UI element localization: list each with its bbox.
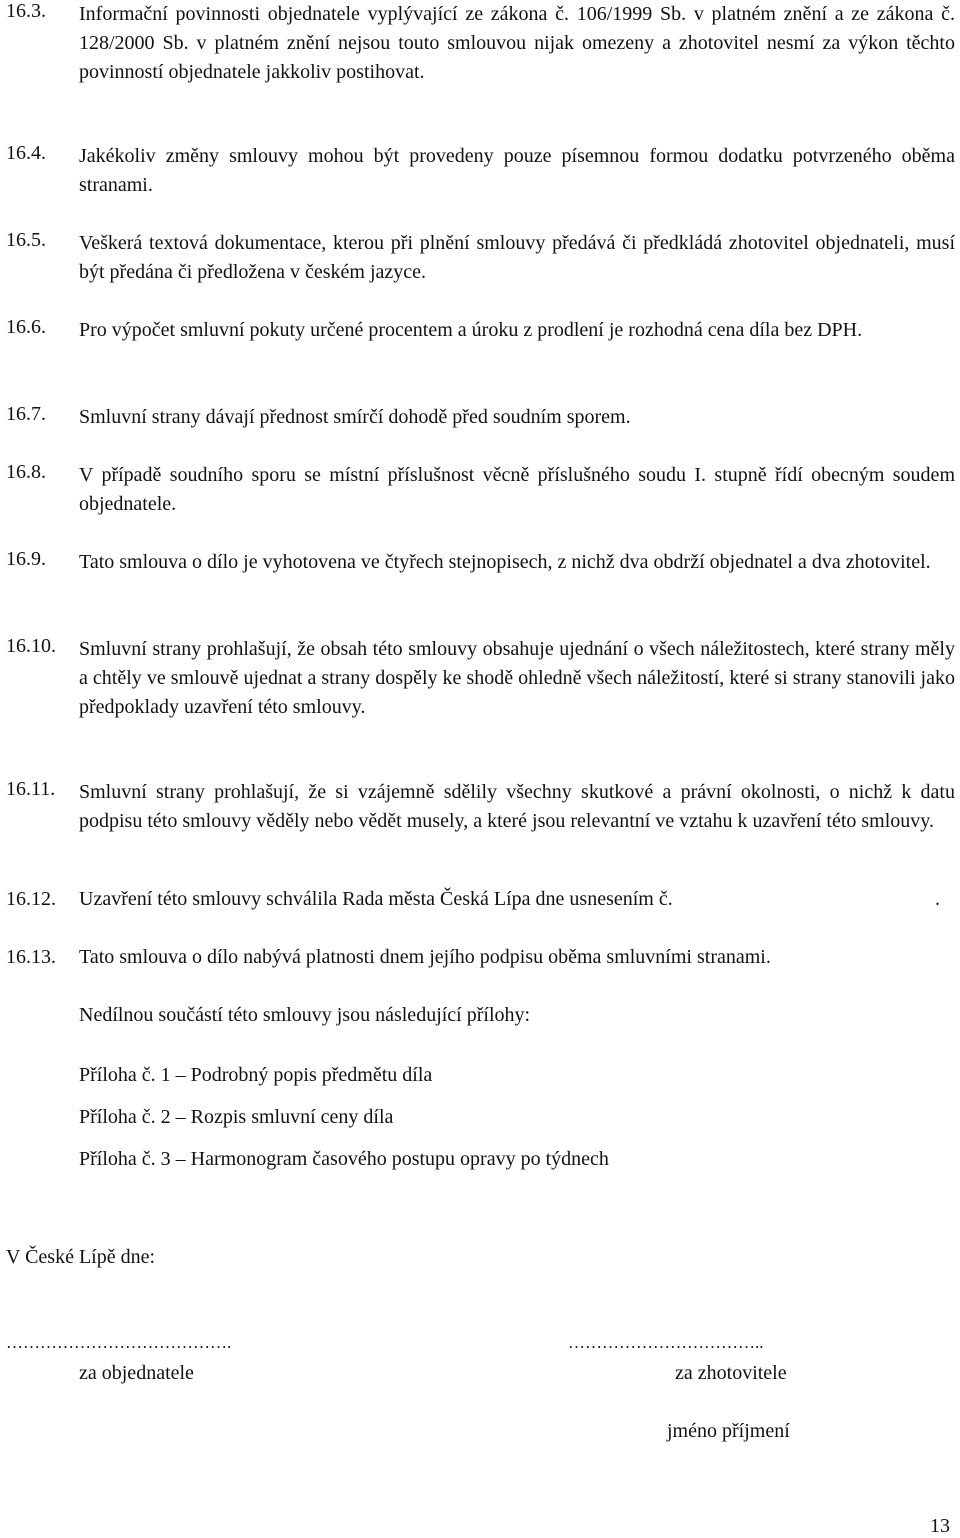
clause-text: Pro výpočet smluvní pokuty určené procentem a úroku z prodlení je rozhodná cena díla bez DPH.: [79, 319, 863, 341]
clause-number: 16.13.: [6, 946, 56, 968]
clause-text: V případě soudního sporu se místní příslušnost věcně příslušného soudu I. stupně řídí obecným soudem objednatele.: [79, 464, 955, 515]
clause-number: 16.9.: [6, 548, 46, 570]
clause-number: 16.6.: [6, 316, 46, 338]
clause-text: Jakékoliv změny smlouvy mohou být provedeny pouze písemnou formou dodatku potvrzeného oběma stranami.: [79, 145, 955, 196]
clause-number: 16.8.: [6, 461, 46, 483]
clause-text: Tato smlouva o dílo je vyhotovena ve čtyřech stejnopisech, z nichž dva obdrží objednatel a dva zhotovitel.: [79, 551, 931, 573]
clause-number: 16.10.: [6, 635, 56, 657]
attachment-item: Příloha č. 1 – Podrobný popis předmětu díla: [79, 1064, 433, 1086]
signature-name-placeholder: jméno příjmení: [667, 1420, 790, 1442]
clause-number: 16.3.: [6, 0, 46, 22]
clause-trailing-period: .: [935, 888, 940, 910]
signature-line-left: ………………………………….: [6, 1333, 232, 1352]
signature-line-right: ……………………………..: [568, 1333, 764, 1352]
clause-text: Informační povinnosti objednatele vyplývající ze zákona č. 106/1999 Sb. v platném znění a ze zákona č. 128/2000 Sb. v platném znění nejsou touto smlouvou nijak omezeny a zhotovitel nesmí za výkon těchto povinností objednatele jakkoliv postihovat.: [79, 3, 955, 83]
clause-text: Smluvní strany prohlašují, že si vzájemně sdělily všechny skutkové a právní okolnosti, o nichž k datu podpisu této smlouvy věděly nebo vědět musely, a které jsou relevantní ve vztahu k uzavření této smlouvy.: [79, 781, 955, 832]
clause-text: Veškerá textová dokumentace, kterou při plnění smlouvy předává či předkládá zhotovitel objednateli, musí být předána či předložena v českém jazyce.: [79, 232, 955, 283]
place-date-label: V České Lípě dne:: [6, 1246, 156, 1268]
clause-number: 16.5.: [6, 229, 46, 251]
clause-number: 16.4.: [6, 142, 46, 164]
attachment-item: Příloha č. 3 – Harmonogram časového postupu opravy po týdnech: [79, 1148, 609, 1170]
clause-text: Smluvní strany prohlašují, že obsah této smlouvy obsahuje ujednání o všech náležitostech, které strany měly a chtěly ve smlouvě ujednat a strany dospěly ke shodě ohledně všech náležitostí, které si strany stanovili jako předpoklady uzavření této smlouvy.: [79, 638, 955, 718]
attachment-item: Příloha č. 2 – Rozpis smluvní ceny díla: [79, 1106, 394, 1128]
clause-text: Tato smlouva o dílo nabývá platnosti dnem jejího podpisu oběma smluvními stranami.: [79, 946, 771, 968]
clause-text: Uzavření této smlouvy schválila Rada města Česká Lípa dne usnesením č.: [79, 888, 673, 910]
attachments-intro: Nedílnou součástí této smlouvy jsou následující přílohy:: [79, 1004, 531, 1026]
clause-number: 16.12.: [6, 888, 56, 910]
signature-label-contractor: za zhotovitele: [675, 1362, 787, 1384]
clause-text: Smluvní strany dávají přednost smírčí dohodě před soudním sporem.: [79, 406, 631, 428]
clause-number: 16.7.: [6, 403, 46, 425]
page-number: 13: [930, 1515, 950, 1537]
signature-label-client: za objednatele: [79, 1362, 194, 1384]
clause-number: 16.11.: [6, 778, 56, 800]
